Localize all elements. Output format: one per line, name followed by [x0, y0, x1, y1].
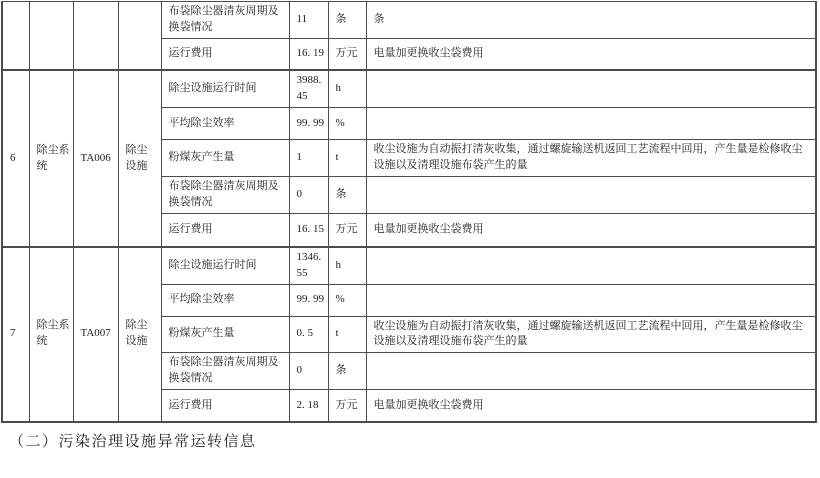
cell-value: 16. 19 [289, 38, 328, 70]
cell-value: 99. 99 [289, 108, 328, 140]
cell-facility: 除尘设施 [118, 70, 161, 246]
cell-param: 粉煤灰产生量 [161, 316, 289, 353]
cell-note [366, 177, 816, 214]
cell-system: 除尘系统 [29, 70, 73, 246]
cell-value: 99. 99 [289, 284, 328, 316]
cell-note: 收尘设施为自动振打清灰收集，通过螺旋输送机返回工艺流程中回用，产生量是检修收尘设施以及清理设施布袋产生的量 [366, 316, 816, 353]
cell-no: 6 [2, 70, 29, 246]
cell-code: TA007 [73, 247, 118, 422]
cell-code: TA006 [73, 70, 118, 246]
cell-value: 2. 18 [289, 390, 328, 422]
cell-param: 除尘设施运行时间 [161, 70, 289, 107]
cell-unit: t [328, 140, 366, 177]
cell-param: 布袋除尘器清灰周期及换袋情况 [161, 2, 289, 39]
cell-note: 电量加更换收尘袋费用 [366, 38, 816, 70]
cell-system [29, 2, 73, 71]
cell-unit: 万元 [328, 38, 366, 70]
cell-unit: 万元 [328, 390, 366, 422]
cell-value: 1346. 55 [289, 247, 328, 284]
cell-no: 7 [2, 247, 29, 422]
cell-unit: 条 [328, 353, 366, 390]
cell-value: 0 [289, 177, 328, 214]
cell-param: 运行费用 [161, 214, 289, 247]
cell-note [366, 70, 816, 107]
cell-note: 收尘设施为自动振打清灰收集，通过螺旋输送机返回工艺流程中回用，产生量是检修收尘设施以及清理设施布袋产生的量 [366, 140, 816, 177]
cell-facility [118, 2, 161, 71]
pollution-treatment-facility-table [1, 1, 817, 423]
cell-unit: h [328, 70, 366, 107]
cell-value: 1 [289, 140, 328, 177]
cell-param: 运行费用 [161, 390, 289, 422]
cell-param: 布袋除尘器清灰周期及换袋情况 [161, 353, 289, 390]
cell-note: 电量加更换收尘袋费用 [366, 214, 816, 247]
cell-unit: 条 [328, 2, 366, 39]
table-row [2, 247, 816, 284]
table-row [2, 70, 816, 107]
cell-param: 平均除尘效率 [161, 108, 289, 140]
cell-value: 3988. 45 [289, 70, 328, 107]
cell-unit: % [328, 108, 366, 140]
cell-value: 16. 15 [289, 214, 328, 247]
cell-unit: 条 [328, 177, 366, 214]
section-heading: （二）污染治理设施异常运转信息 [9, 433, 257, 450]
cell-note [366, 247, 816, 284]
cell-value: 11 [289, 2, 328, 39]
cell-note: 电量加更换收尘袋费用 [366, 390, 816, 422]
cell-value: 0 [289, 353, 328, 390]
cell-code [73, 2, 118, 71]
cell-value: 0. 5 [289, 316, 328, 353]
cell-unit: % [328, 284, 366, 316]
cell-unit: 万元 [328, 214, 366, 247]
cell-unit: t [328, 316, 366, 353]
cell-note [366, 284, 816, 316]
cell-facility: 除尘设施 [118, 247, 161, 422]
cell-note: 条 [366, 2, 816, 39]
cell-unit: h [328, 247, 366, 284]
cell-note [366, 353, 816, 390]
cell-param: 布袋除尘器清灰周期及换袋情况 [161, 177, 289, 214]
cell-param: 粉煤灰产生量 [161, 140, 289, 177]
cell-no [2, 2, 29, 71]
cell-param: 平均除尘效率 [161, 284, 289, 316]
cell-system: 除尘系统 [29, 247, 73, 422]
cell-param: 除尘设施运行时间 [161, 247, 289, 284]
table-row [2, 2, 816, 39]
cell-note [366, 108, 816, 140]
cell-param: 运行费用 [161, 38, 289, 70]
